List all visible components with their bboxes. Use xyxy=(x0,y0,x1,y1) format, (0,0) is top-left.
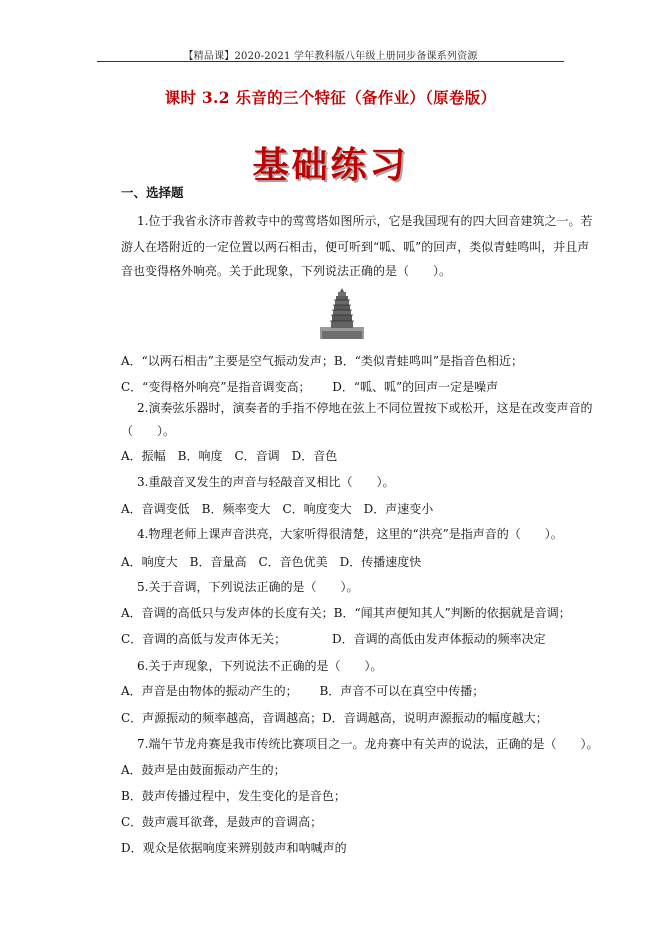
question-7-option-b: B．鼓声传播过程中，发生变化的是音色； xyxy=(121,789,346,803)
question-6-options-cd: C．声源振动的频率越高，音调越高；D．音调越高，说明声源振动的幅度越大； xyxy=(121,711,548,725)
lesson-title: 课时 3.2 乐音的三个特征（备作业）（原卷版） xyxy=(164,88,497,107)
question-5-options-cd: C．音调的高低与发声体无关； D．音调的高低由发声体振动的频率决定 xyxy=(121,632,546,646)
question-7-text: 7.端午节龙舟赛是我市传统比赛项目之一。龙舟赛中有关声的说法，正确的是（ ）。 xyxy=(137,737,599,751)
question-6-options-ab: A．声音是由物体的振动产生的； B．声音不可以在真空中传播； xyxy=(121,684,485,698)
page-header: 【精品课】2020-2021 学年教科版八年级上册同步备课系列资源 xyxy=(183,51,478,62)
question-1-text-line-1: 1.位于我省永济市普救寺中的莺莺塔如图所示，它是我国现有的四大回音建筑之一。若 xyxy=(137,214,593,228)
question-1-text-line-2: 游人在塔附近的一定位置以两石相击，便可听到“呱、呱”的回声，类似青蛙鸣叫，并且声 xyxy=(121,240,590,254)
question-7-option-c: C．鼓声震耳欲聋，是鼓声的音调高； xyxy=(121,815,323,829)
question-3-options: A．音调变低 B．频率变大 C．响度变大 D．声速变小 xyxy=(121,502,434,516)
question-2-text-line-1: 2.演奏弦乐器时，演奏者的手指不停地在弦上不同位置按下或松开，这是在改变声音的 xyxy=(137,401,593,415)
question-5-text: 5.关于音调，下列说法正确的是（ ）。 xyxy=(137,580,359,594)
question-4-text: 4.物理老师上课声音洪亮，大家听得很清楚，这里的“洪亮”是指声音的（ ）。 xyxy=(137,527,563,541)
question-7-option-a: A．鼓声是由鼓面振动产生的； xyxy=(121,763,286,777)
question-6-text: 6.关于声现象，下列说法不正确的是（ ）。 xyxy=(137,659,383,673)
question-2-text-line-2: （ ）。 xyxy=(121,424,176,438)
question-7-option-d: D．观众是依据响度来辨别鼓声和呐喊声的 xyxy=(121,841,347,855)
question-1-text-line-3: 音也变得格外响亮。关于此现象，下列说法正确的是（ ）。 xyxy=(121,264,452,278)
pagoda-figure xyxy=(320,287,364,339)
question-1-options-ab: A．“以两石相击”主要是空气振动发声；B．“类似青蛙鸣叫”是指音色相近； xyxy=(121,354,524,368)
section-banner: 基础练习 xyxy=(252,144,409,186)
question-4-options: A．响度大 B．音量高 C．音色优美 D．传播速度快 xyxy=(121,555,422,569)
header-divider xyxy=(97,61,564,62)
question-3-text: 3.重敲音叉发生的声音与轻敲音叉相比（ ）。 xyxy=(137,475,395,489)
question-5-options-ab: A．音调的高低只与发声体的长度有关；B．“闻其声便知其人”判断的依据就是音调； xyxy=(121,606,571,620)
question-1-options-cd: C．“变得格外响亮”是指音调变高； D．“呱、呱”的回声一定是噪声 xyxy=(121,380,499,394)
question-2-options: A．振幅 B．响度 C．音调 D．音色 xyxy=(121,449,338,463)
section-heading: 一、选择题 xyxy=(121,185,184,200)
